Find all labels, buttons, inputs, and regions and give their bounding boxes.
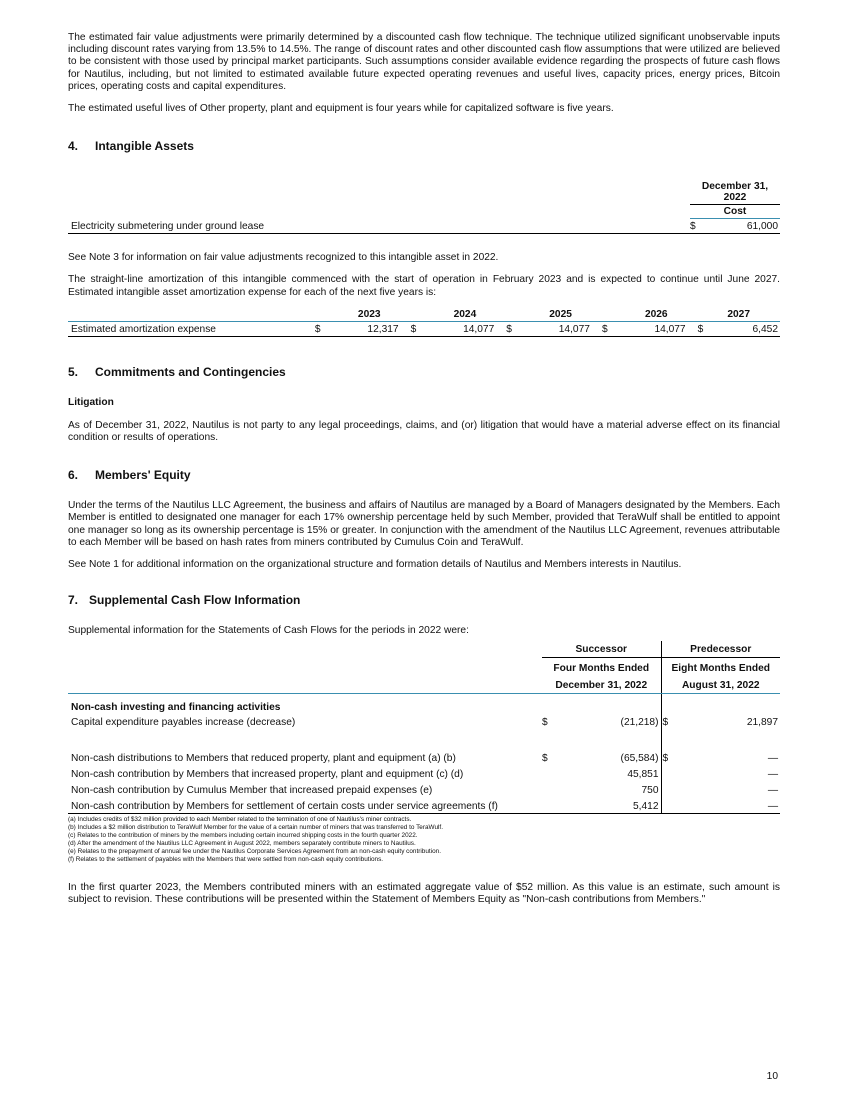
- section-title: Commitments and Contingencies: [95, 364, 286, 379]
- litigation-subheading: Litigation: [68, 396, 114, 408]
- currency-symbol: [542, 797, 554, 814]
- amortization-value: 12,317: [325, 321, 410, 336]
- footnote: (f) Relates to the settlement of payables with the Members that were settled from non-cash equity contributions.: [68, 855, 384, 863]
- amortization-table: [68, 309, 780, 337]
- table-row: [68, 781, 780, 797]
- section-4-heading: [68, 139, 780, 153]
- successor-value: (21,218): [620, 717, 659, 729]
- section-title: Supplemental Cash Flow Information: [89, 593, 301, 608]
- currency-symbol: $: [661, 714, 673, 729]
- currency-symbol: $: [542, 717, 548, 729]
- successor-value: 5,412: [554, 797, 661, 814]
- currency-symbol: [661, 781, 673, 797]
- table-row: [68, 751, 780, 765]
- section-number: 7.: [68, 593, 79, 608]
- currency-symbol: $: [506, 321, 516, 336]
- currency-symbol: $: [698, 321, 708, 336]
- year-header: 2024: [411, 309, 507, 322]
- table-row: [68, 714, 780, 729]
- footnote: (c) Relates to the contribution of miners by the members including certain incurred shipping costs in the fourth quarter 2022.: [68, 832, 418, 840]
- year-header: 2023: [315, 309, 411, 322]
- row-label: Non-cash contribution by Members that increased property, plant and equipment (c) (d): [71, 769, 464, 781]
- section-number: 5.: [68, 364, 79, 379]
- successor-value: (65,584): [620, 753, 659, 765]
- amortization-paragraph: The straight-line amortization of this intangible commenced with the start of operation in February 2023 and is expected to continue until June 2027. Estimated intangible asset amortization expense for each of the next five years is:: [68, 274, 780, 298]
- successor-header: Successor: [542, 641, 661, 658]
- section-5-heading: [68, 365, 780, 379]
- predecessor-value: —: [767, 769, 778, 781]
- predecessor-value: 21,897: [746, 717, 778, 729]
- amortization-value: 14,077: [517, 321, 602, 336]
- footnote: (e) Relates to the prepayment of annual fee under the Nautilus Corporate Services Agreement from an non-cash equity contribution.: [68, 848, 441, 856]
- currency-symbol: $: [661, 751, 673, 765]
- row-label: Non-cash distributions to Members that reduced property, plant and equipment (a) (b): [71, 753, 456, 765]
- table-row: [68, 797, 780, 814]
- successor-period-line2: December 31, 2022: [542, 676, 661, 694]
- predecessor-header: Predecessor: [661, 641, 780, 658]
- amortization-value: 14,077: [421, 321, 506, 336]
- footnote: (a) Includes credits of $32 million provided to each Member related to the termination of one of Nautilus's miner contracts.: [68, 816, 412, 824]
- section-number: 6.: [68, 468, 79, 483]
- currency-symbol: [542, 765, 554, 781]
- currency-symbol: $: [315, 321, 325, 336]
- row-label: Capital expenditure payables increase (decrease): [71, 717, 296, 729]
- page-number: 10: [766, 1071, 778, 1082]
- closing-paragraph: In the first quarter 2023, the Members contributed miners with an estimated aggregate value of $52 million. As this value is an estimate, such amount is subject to revision. These contributions will be presented within the Statement of Members Equity as "Non-cash contributions from Members.": [68, 881, 780, 906]
- currency-symbol: $: [602, 321, 612, 336]
- predecessor-period-line2: August 31, 2022: [661, 676, 780, 694]
- section-6-heading: [68, 468, 780, 482]
- successor-value: 45,851: [627, 769, 659, 781]
- year-header: 2026: [602, 309, 698, 322]
- useful-lives-paragraph: The estimated useful lives of Other property, plant and equipment is four years while for capitalized software is five years.: [68, 103, 614, 115]
- litigation-paragraph: As of December 31, 2022, Nautilus is not party to any legal proceedings, claims, and (or) litigation that would have a material adverse effect on its financial condition or results of operations.: [68, 419, 780, 444]
- cash-flow-intro: Supplemental information for the Statements of Cash Flows for the periods in 2022 were:: [68, 625, 469, 637]
- section-title: Intangible Assets: [95, 139, 194, 154]
- predecessor-value: —: [767, 753, 778, 765]
- row-label: Non-cash contribution by Members for settlement of certain costs under service agreements (f): [68, 797, 542, 814]
- footnotes: [68, 816, 780, 863]
- currency-symbol: $: [542, 753, 548, 765]
- footnote: (b) Includes a $2 million distribution to TeraWulf Member for the value of a certain number of miners that was transferred to TeraWulf.: [68, 824, 443, 832]
- year-header: 2025: [506, 309, 602, 322]
- table-row: [68, 765, 780, 781]
- currency-symbol: [542, 781, 554, 797]
- row-label: Non-cash contribution by Cumulus Member that increased prepaid expenses (e): [71, 785, 433, 797]
- note3-reference-paragraph: See Note 3 for information on fair value adjustments recognized to this intangible asset in 2022.: [68, 252, 499, 264]
- intangible-row-label: Electricity submetering under ground lease: [68, 219, 690, 234]
- predecessor-period-line1: Eight Months Ended: [661, 658, 780, 677]
- section-title: Members' Equity: [95, 468, 191, 483]
- cash-flow-table: [68, 641, 780, 814]
- fair-value-paragraph: The estimated fair value adjustments were primarily determined by a discounted cash flow technique. The technique utilized significant unobservable inputs including discount rates varying from 13.5% to 14.5%. The range of discount rates and other discounted cash flow assumptions that were utilized are believed to be consistent with those used by principal market participants. Such assumptions consider available evidence regarding the prospects of future cash flows for Nautilus, including, but not limited to estimated available future expected operating revenues and useful lives, capacity prices, energy prices, Bitcoin prices, operating costs and capital expenditures.: [68, 32, 780, 92]
- cost-column-header: Cost: [690, 205, 780, 219]
- section-number: 4.: [68, 139, 79, 154]
- year-header: 2027: [698, 309, 780, 322]
- footnote: (d) After the amendment of the Nautilus LLC Agreement in August 2022, members separately contribute miners to Nautilus.: [68, 840, 416, 848]
- amortization-row-label: Estimated amortization expense: [68, 321, 315, 336]
- note1-reference-paragraph: See Note 1 for additional information on the organizational structure and formation details of Nautilus and Members interests in Nautilus.: [68, 559, 682, 571]
- document-page: [68, 32, 780, 906]
- predecessor-value: —: [767, 785, 778, 797]
- currency-symbol: $: [690, 219, 702, 234]
- section-7-heading: [68, 593, 780, 607]
- members-equity-paragraph: Under the terms of the Nautilus LLC Agreement, the business and affairs of Nautilus are managed by a Board of Managers designated by the Members. Each Member is entitled to designated one manager for each 17% ownership percentage held by such Member, provided that TeraWulf shall be entitled to appoint one manager so long as its ownership percentage is 15% or greater. In conjunction with the amendment of the Nautilus LLC Agreement, revenues attributable to each Member will be based on hash rates from miners contributed by Cumulus Coin and TeraWulf.: [68, 500, 780, 548]
- successor-period-line1: Four Months Ended: [553, 663, 650, 675]
- date-column-header: December 31, 2022: [701, 181, 769, 204]
- predecessor-value: —: [673, 797, 780, 814]
- amortization-value: 14,077: [612, 321, 697, 336]
- noncash-section-title: Non-cash investing and financing activities: [68, 694, 542, 715]
- successor-value: 750: [641, 785, 659, 797]
- currency-symbol: [661, 797, 673, 814]
- amortization-value: 6,452: [708, 321, 780, 336]
- currency-symbol: [661, 765, 673, 781]
- intangible-assets-table: [68, 181, 780, 234]
- intangible-cost-value: 61,000: [702, 219, 780, 234]
- currency-symbol: $: [411, 321, 421, 336]
